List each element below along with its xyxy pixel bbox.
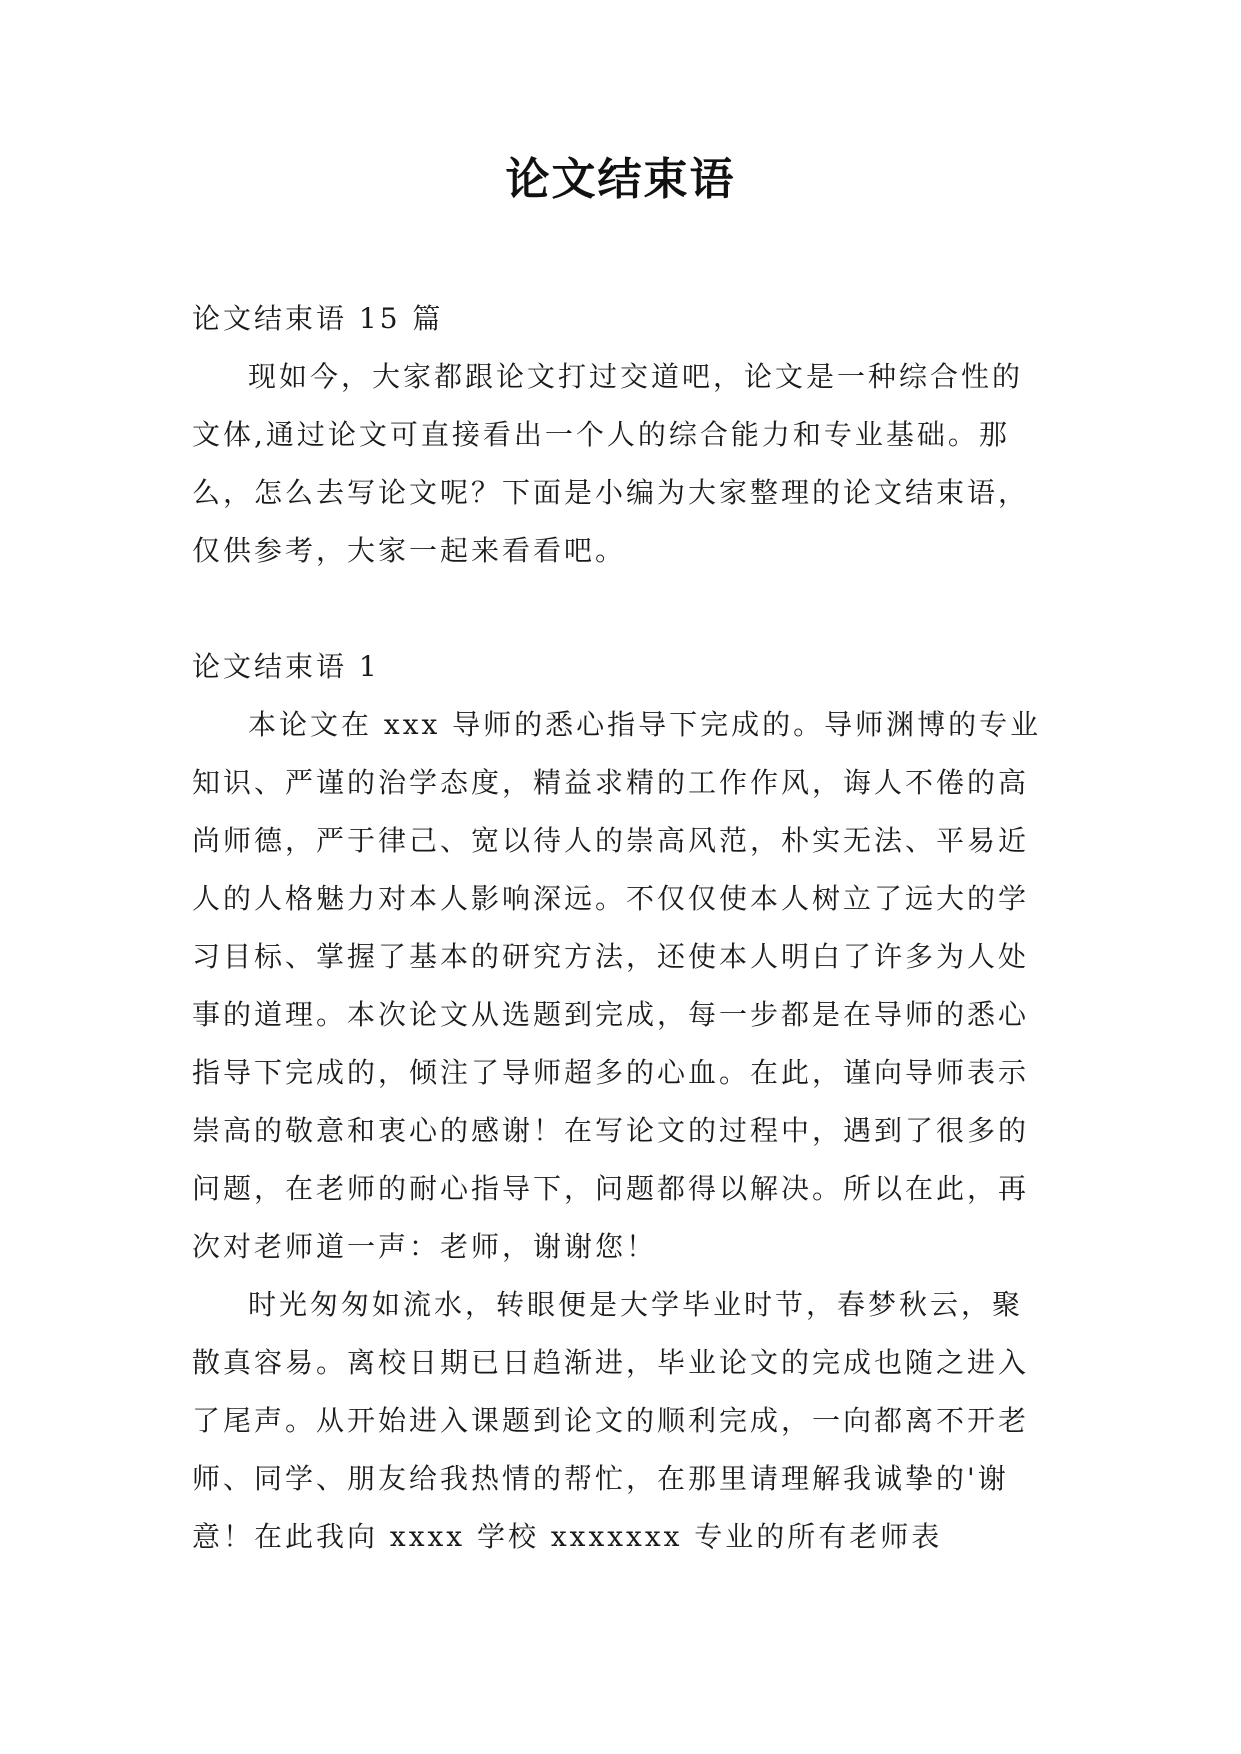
document-title: 论文结束语: [505, 154, 736, 205]
body-paragraph: 本论文在 xxx 导师的悉心指导下完成的。导师渊博的专业知识、严谨的治学态度，精益求精的工作作风，诲人不倦的高尚师德，严于律己、宽以待人的崇高风范，朴实无法、平易近人的人格魅力对本人影响深远。不仅仅使本人树立了远大的学习目标、掌握了基本的研究方法，还使本人明白了许多为人处事的道理。本次论文从选题到完成，每一步都是在导师的悉心指导下完成的，倾注了导师超多的心血。在此，谨向导师表示崇高的敬意和衷心的感谢！在写论文的过程中，遇到了很多的问题，在老师的耐心指导下，问题都得以解决。所以在此，再次对老师道一声：老师，谢谢您！: [192, 708, 1042, 1263]
section-spacer: [192, 580, 1052, 638]
section-heading: 论文结束语 1: [192, 650, 380, 683]
body-paragraph: 时光匆匆如流水，转眼便是大学毕业时节，春梦秋云，聚散真容易。离校日期已日趋渐进，毕业论文的完成也随之进入了尾声。从开始进入课题到论文的顺利完成，一向都离不开老师、同学、朋友给我热情的帮忙，在那里请理解我诚挚的'谢意！在此我向 xxxx 学校 xxxxxxx 专业的所有老师表: [192, 1288, 1030, 1553]
intro-heading: 论文结束语 15 篇: [192, 302, 444, 335]
intro-paragraph: 现如今，大家都跟论文打过交道吧，论文是一种综合性的文体,通过论文可直接看出一个人的综合能力和专业基础。那么，怎么去写论文呢？下面是小编为大家整理的论文结束语，仅供参考，大家一起来看看吧。: [192, 360, 1030, 567]
document-body: [192, 290, 1052, 1566]
